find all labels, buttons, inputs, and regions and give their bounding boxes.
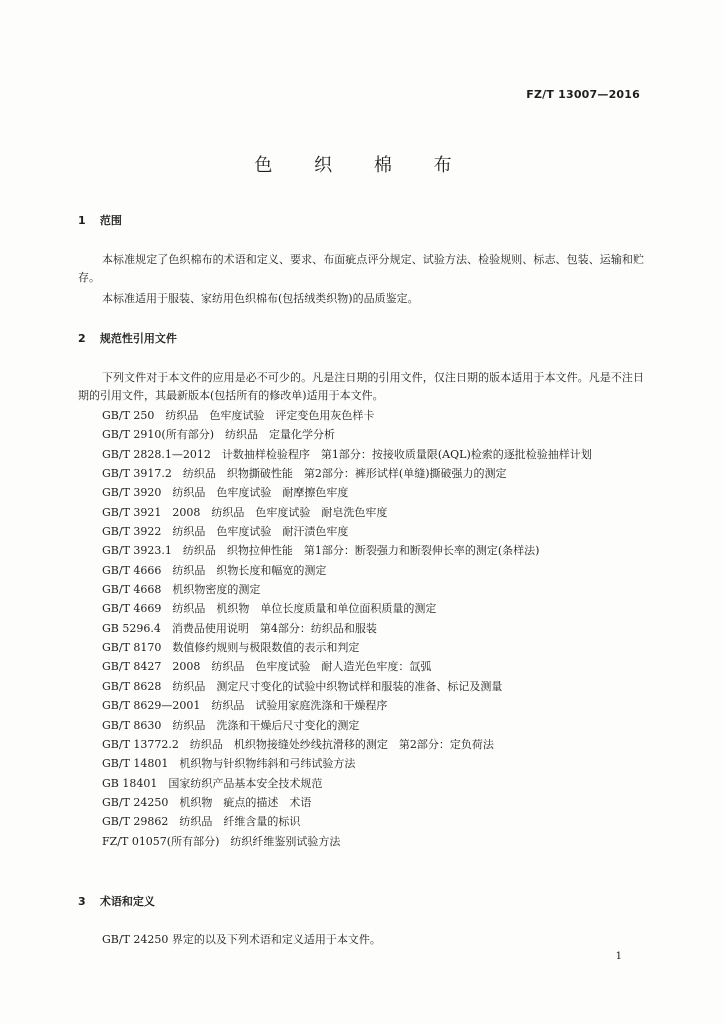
section-number: 3 (78, 895, 86, 908)
reference-item: GB/T 14801 机织物与针织物纬斜和弓纬试验方法 (102, 757, 356, 771)
section-2-heading (78, 330, 177, 346)
reference-item: GB/T 3922 纺织品 色牢度试验 耐汗渍色牢度 (102, 525, 349, 539)
reference-item: GB/T 4669 纺织品 机织物 单位长度质量和单位面积质量的测定 (102, 602, 437, 616)
reference-item: GB 18401 国家纺织产品基本安全技术规范 (102, 776, 323, 790)
reference-item: GB/T 3917.2 纺织品 织物撕破性能 第2部分：裤形试样(单缝)撕破强力的测定 (102, 467, 507, 481)
section-3-heading (78, 893, 155, 909)
reference-item: GB/T 8170 数值修约规则与极限数值的表示和判定 (102, 641, 360, 655)
reference-item: GB/T 2828.1—2012 计数抽样检验程序 第1部分：按接收质量限(AQL)检索的逐批检验抽样计划 (102, 447, 592, 461)
reference-item: GB/T 8630 纺织品 洗涤和干燥后尺寸变化的测定 (102, 718, 360, 732)
reference-item: GB/T 24250 机织物 疵点的描述 术语 (102, 795, 312, 809)
reference-list (78, 406, 644, 851)
reference-item: GB/T 8427 2008 纺织品 色牢度试验 耐人造光色牢度：氙弧 (102, 660, 432, 674)
scope-paragraph-2: 本标准适用于服装、家纺用色织棉布(包括绒类织物)的品质鉴定。 (102, 292, 419, 305)
reference-item: GB/T 250 纺织品 色牢度试验 评定变色用灰色样卡 (102, 409, 375, 422)
reference-item: GB/T 3921 2008 纺织品 色牢度试验 耐皂洗色牢度 (102, 505, 388, 519)
reference-item: GB/T 4668 机织物密度的测定 (102, 583, 261, 597)
reference-item: GB/T 4666 纺织品 织物长度和幅宽的测定 (102, 563, 327, 577)
reference-item: GB/T 13772.2 纺织品 机织物接缝处纱线抗滑移的测定 第2部分：定负荷法 (102, 737, 494, 751)
reference-item: GB/T 2910(所有部分) 纺织品 定量化学分析 (102, 428, 335, 442)
reference-item: GB/T 3920 纺织品 色牢度试验 耐摩擦色牢度 (102, 486, 349, 500)
reference-item: GB/T 29862 纺织品 纤维含量的标识 (102, 815, 301, 829)
scope-paragraph-1: 本标准规定了色织棉布的术语和定义、要求、布面疵点评分规定、试验方法、检验规则、标志、包装、运输和贮存。 (78, 253, 644, 284)
document-title: 色 织 棉 布 (254, 155, 470, 176)
reference-item: FZ/T 01057(所有部分) 纺织纤维鉴别试验方法 (102, 834, 341, 848)
section-title: 术语和定义 (99, 895, 155, 908)
reference-item: GB/T 3923.1 纺织品 织物拉伸性能 第1部分：断裂强力和断裂伸长率的测定(条样法) (102, 544, 540, 558)
normative-refs-intro: 下列文件对于本文件的应用是必不可少的。凡是注日期的引用文件，仅注日期的版本适用于本文件。凡是不注日期的引用文件，其最新版本(包括所有的修改单)适用于本文件。 (78, 371, 644, 402)
standard-number: FZ/T 13007—2016 (526, 88, 640, 101)
section-title: 规范性引用文件 (99, 332, 177, 345)
reference-item: GB/T 8628 纺织品 测定尺寸变化的试验中织物试样和服装的准备、标记及测量 (102, 679, 503, 693)
section-number: 2 (78, 332, 86, 345)
section-number: 1 (78, 214, 86, 227)
reference-item: GB/T 8629—2001 纺织品 试验用家庭洗涤和干燥程序 (102, 699, 388, 713)
section-title: 范围 (99, 214, 122, 227)
terms-intro: GB/T 24250 界定的以及下列术语和定义适用于本文件。 (102, 933, 381, 946)
section-1-heading (78, 212, 122, 228)
reference-item: GB 5296.4 消费品使用说明 第4部分：纺织品和服装 (102, 621, 377, 635)
page-number: 1 (615, 951, 622, 962)
